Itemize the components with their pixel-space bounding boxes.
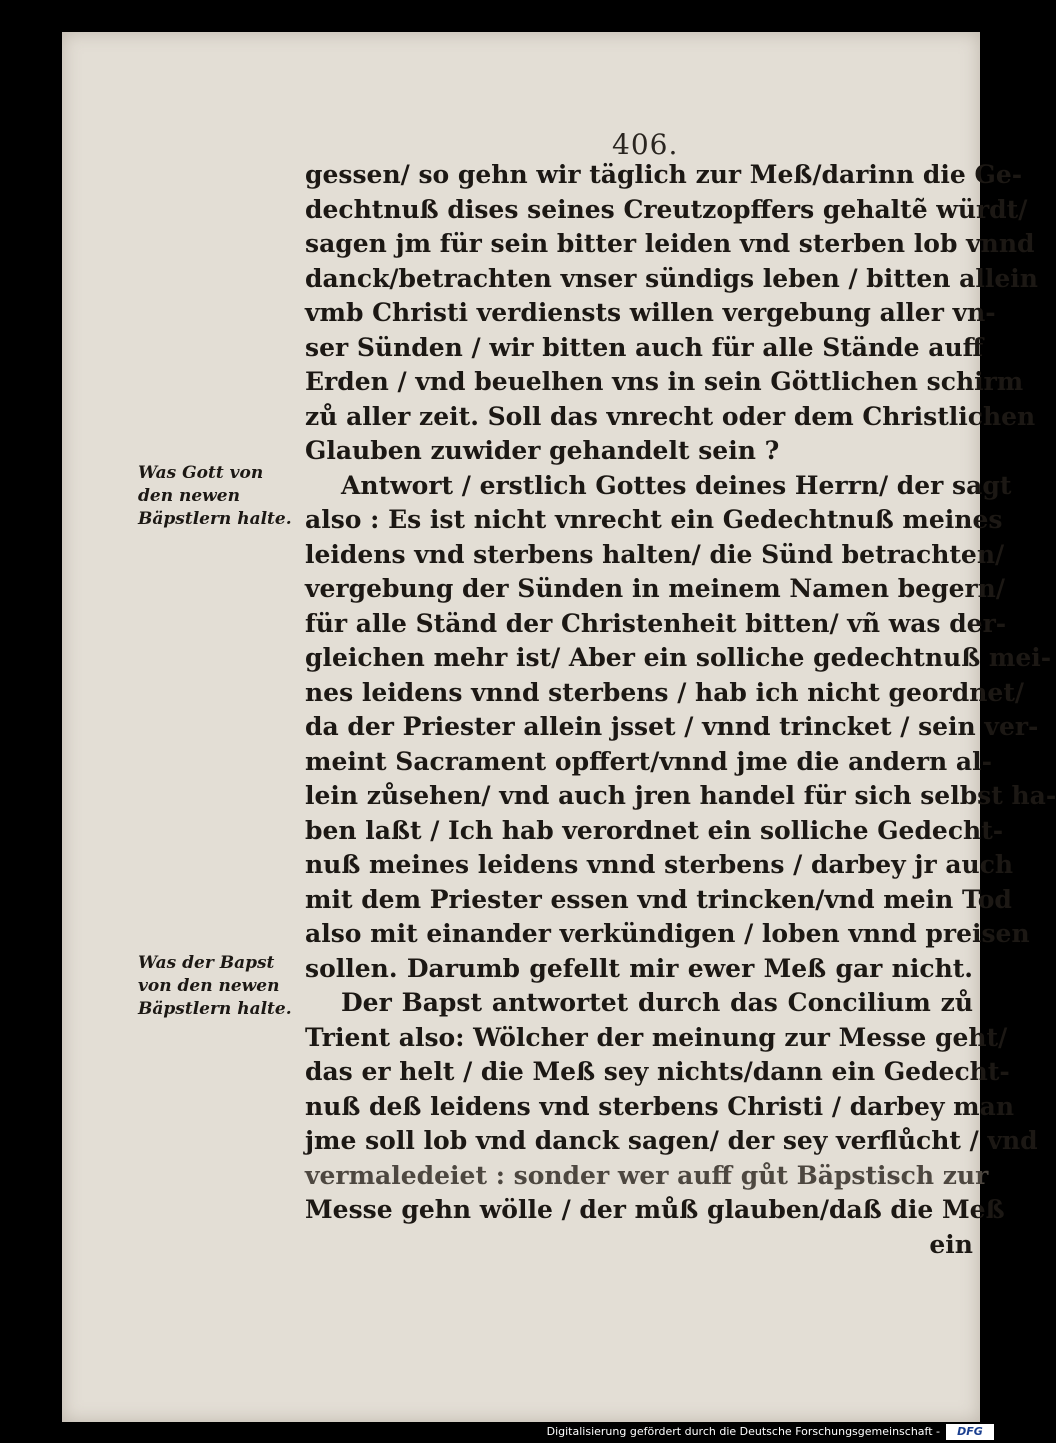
- text-line: das er helt / die Meß sey nichts/dann ein Gedecht-: [305, 1057, 1010, 1086]
- catchword: ein: [929, 1229, 973, 1259]
- text-line: vermaledeiet : sonder wer auff gůt Bäpstisch zur: [305, 1160, 989, 1190]
- text-line: gleichen mehr ist/ Aber ein solliche gedechtnuß mei-: [305, 643, 1052, 672]
- text-line: sollen. Darumb gefellt mir ewer Meß gar nicht.: [305, 953, 973, 983]
- marginal-note-line: Was der Bapst: [138, 953, 275, 973]
- text-line: sagen jm für sein bitter leiden vnd sterben lob vnnd: [305, 229, 1035, 258]
- marginal-note-line: Was Gott von: [138, 463, 264, 483]
- text-line: für alle Ständ der Christenheit bitten/ vñ was der-: [305, 608, 1007, 638]
- page-number: 406.: [612, 128, 679, 161]
- marginal-note-line: Bäpstlern halte.: [138, 509, 292, 529]
- text-line: meint Sacrament opffert/vnnd jme die andern al-: [305, 746, 992, 776]
- text-line: jme soll lob vnd danck sagen/ der sey verflůcht / vnd: [305, 1126, 1038, 1155]
- text-line: nuß deß leidens vnd sterbens Christi / darbey man: [305, 1091, 1014, 1121]
- text-line: vergebung der Sünden in meinem Namen begern/: [305, 574, 1005, 603]
- text-line: Erden / vnd beuelhen vns in sein Göttlichen schirm: [305, 367, 1024, 396]
- text-line: gessen/ so gehn wir täglich zur Meß/darinn die Ge-: [305, 160, 1023, 189]
- paragraph-start-line: Der Bapst antwortet durch das Concilium zů: [341, 988, 973, 1017]
- footer-bar: [0, 1422, 1000, 1443]
- text-line: Glauben zuwider gehandelt sein ?: [305, 436, 780, 465]
- text-line: leidens vnd sterbens halten/ die Sünd betrachten/: [305, 539, 1005, 569]
- text-line: da der Priester allein jsset / vnnd trincket / sein ver-: [305, 712, 1039, 741]
- marginal-note-line: den newen: [138, 486, 240, 506]
- text-line: dechtnuß dises seines Creutzopffers gehaltẽ würdt/: [305, 194, 1028, 224]
- text-line: ben laßt / Ich hab verordnet ein solliche Gedecht-: [305, 815, 1004, 845]
- funding-notice: Digitalisierung gefördert durch die Deutsche Forschungsgemeinschaft -: [546, 1425, 940, 1438]
- text-line: also mit einander verkündigen / loben vnnd preisen: [305, 919, 1030, 948]
- text-line: nuß meines leidens vnnd sterbens / darbey jr auch: [305, 850, 1014, 879]
- text-line: Messe gehn wölle / der můß glauben/daß die Meß: [305, 1195, 1005, 1224]
- text-line: zů aller zeit. Soll das vnrecht oder dem Christlichen: [305, 401, 1036, 431]
- text-line: vmb Christi verdiensts willen vergebung aller vn-: [305, 298, 996, 327]
- text-line: nes leidens vnnd sterbens / hab ich nicht geordnet/: [305, 677, 1024, 707]
- text-line: mit dem Priester essen vnd trincken/vnd mein Tod: [305, 884, 1012, 914]
- dfg-logo: DFG: [946, 1424, 994, 1440]
- paragraph-start-line: Antwort / erstlich Gottes deines Herrn/ der sagt: [341, 470, 1012, 500]
- marginal-note-pope: [138, 952, 306, 1021]
- text-line: lein zůsehen/ vnd auch jren handel für sich selbst ha-: [305, 781, 1056, 810]
- marginal-note-god: [138, 462, 306, 531]
- main-text-block: [305, 158, 1056, 1262]
- text-line: ser Sünden / wir bitten auch für alle Stände auff: [305, 332, 984, 362]
- text-line: also : Es ist nicht vnrecht ein Gedechtnuß meines: [305, 505, 1003, 534]
- marginal-note-line: Bäpstlern halte.: [138, 999, 292, 1019]
- text-line: danck/betrachten vnser sündigs leben / bitten allein: [305, 263, 1038, 293]
- text-line: Trient also: Wölcher der meinung zur Messe geht/: [305, 1022, 1008, 1052]
- marginal-note-line: von den newen: [138, 976, 280, 996]
